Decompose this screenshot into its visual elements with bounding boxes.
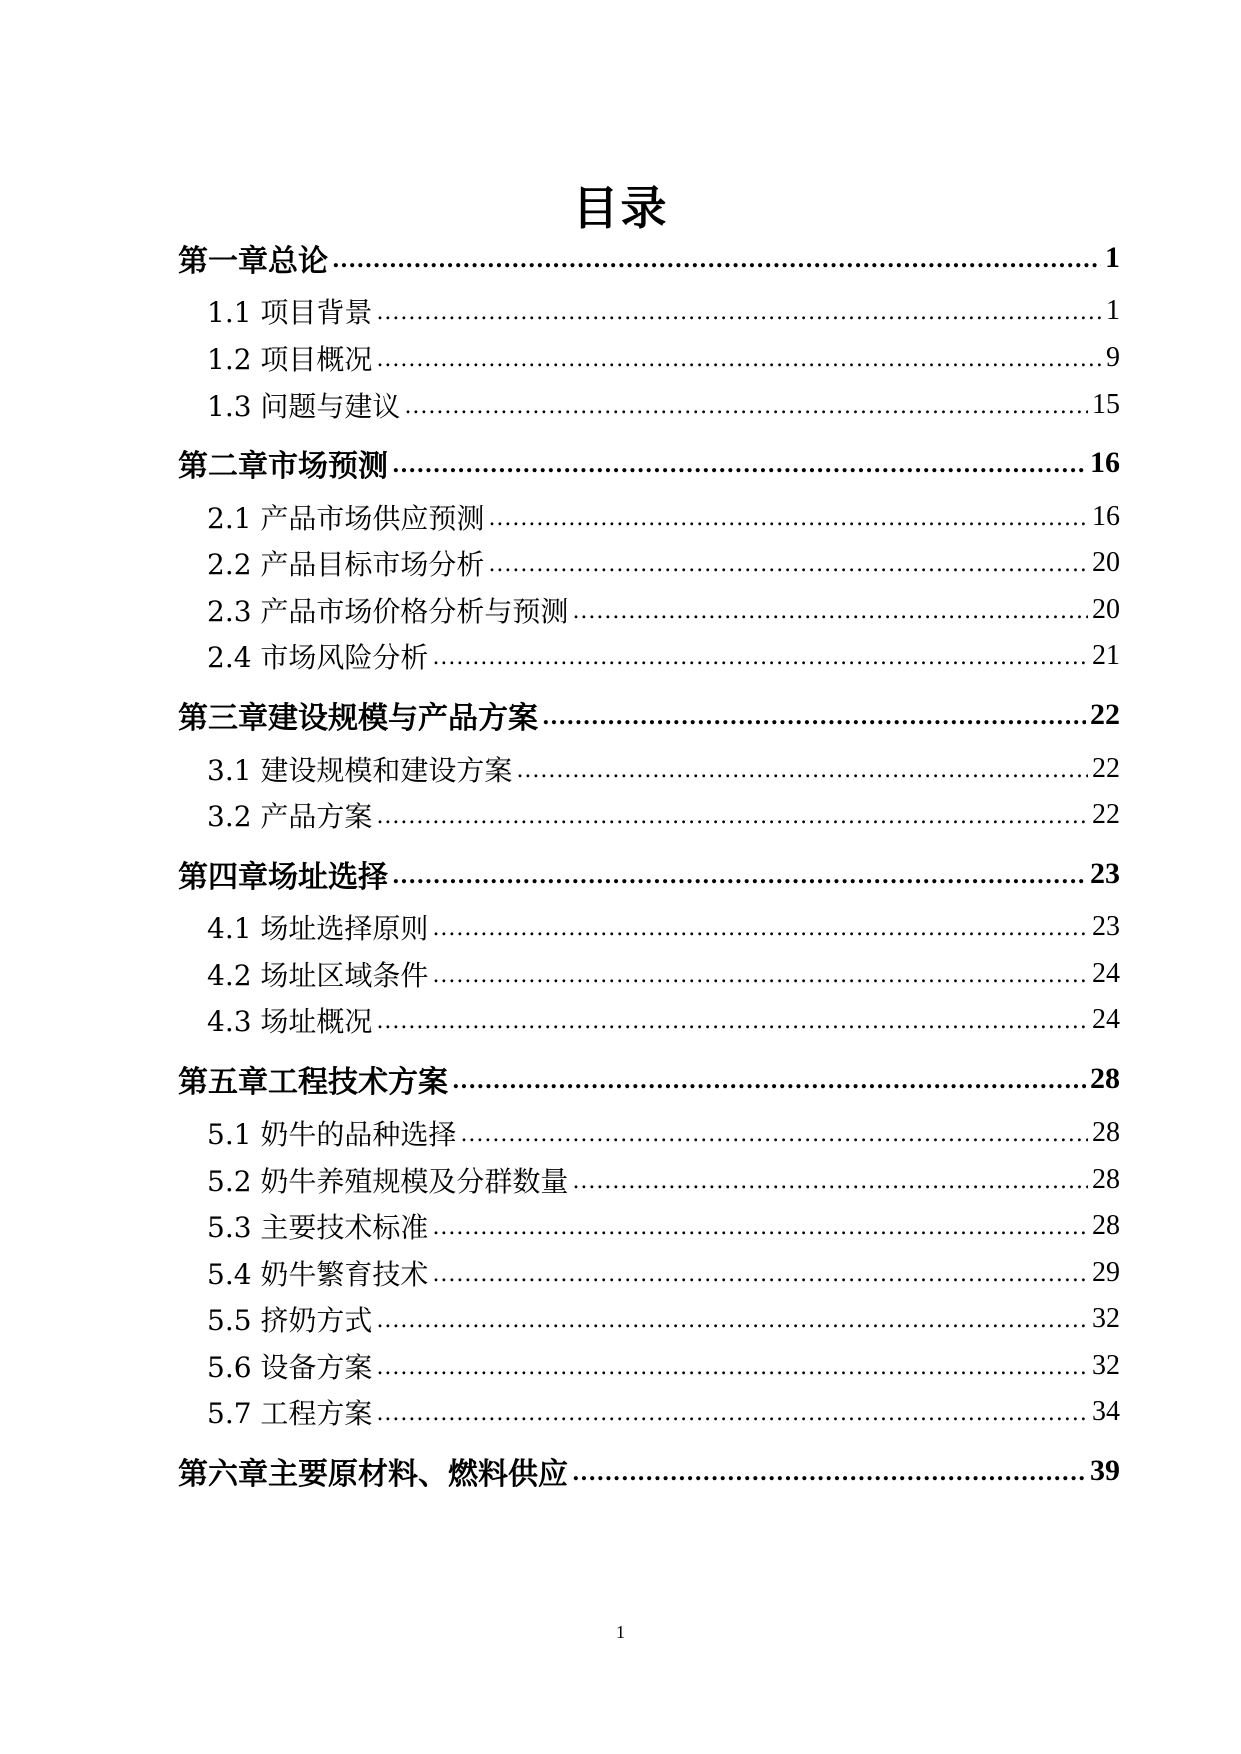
toc-entry-label: 2.2 产品目标市场分析 [207, 548, 485, 581]
toc-chapter-entry[interactable] [178, 1057, 1120, 1101]
toc-entry-label: 4.3 场址概况 [207, 1005, 373, 1038]
toc-entry-label: 5.5 挤奶方式 [207, 1304, 373, 1337]
toc-entry-page-number: 28 [1092, 1210, 1120, 1241]
toc-entry-page-number: 39 [1090, 1454, 1120, 1487]
toc-entry-page-number: 1 [1106, 295, 1120, 326]
toc-entry-label: 3.2 产品方案 [207, 800, 373, 833]
dot-leader [376, 998, 1088, 1042]
toc-section-entry[interactable] [178, 1204, 1120, 1248]
toc-section-entry[interactable] [178, 1251, 1120, 1295]
dot-leader [488, 495, 1088, 539]
toc-entry-label: 第一章总论 [178, 244, 328, 279]
toc-entry-page-number: 32 [1092, 1303, 1120, 1334]
toc-chapter-entry[interactable] [178, 1449, 1120, 1493]
toc-entry-page-number: 24 [1092, 1004, 1120, 1035]
dot-leader [452, 1057, 1086, 1101]
toc-entry-page-number: 28 [1092, 1117, 1120, 1148]
toc-section-entry[interactable] [178, 634, 1120, 678]
toc-section-entry[interactable] [178, 1344, 1120, 1388]
toc-entry-label: 5.7 工程方案 [207, 1397, 373, 1430]
dot-leader [376, 336, 1102, 380]
toc-chapter-entry[interactable] [178, 441, 1120, 485]
toc-section-entry[interactable] [178, 1111, 1120, 1155]
toc-entry-label: 第六章主要原材料、燃料供应 [178, 1457, 568, 1492]
toc-entry-page-number: 34 [1092, 1396, 1120, 1427]
toc-section-entry[interactable] [178, 289, 1120, 333]
toc-section-entry[interactable] [178, 793, 1120, 837]
toc-section-entry[interactable] [178, 1390, 1120, 1434]
toc-entry-page-number: 22 [1092, 799, 1120, 830]
dot-leader [432, 634, 1088, 678]
dot-leader [572, 1158, 1088, 1202]
dot-leader [376, 1390, 1088, 1434]
toc-entry-label: 4.1 场址选择原则 [207, 912, 429, 945]
toc-entry-label: 5.1 奶牛的品种选择 [207, 1118, 457, 1151]
dot-leader [572, 588, 1088, 632]
toc-section-entry[interactable] [178, 1297, 1120, 1341]
table-of-contents [178, 0, 1120, 1754]
toc-entry-page-number: 16 [1090, 446, 1120, 479]
toc-entry-label: 5.6 设备方案 [207, 1351, 373, 1384]
page-title: 目录 [572, 181, 669, 235]
toc-entry-label: 5.2 奶牛养殖规模及分群数量 [207, 1165, 569, 1198]
toc-entry-page-number: 20 [1092, 594, 1120, 625]
toc-entry-label: 5.3 主要技术标准 [207, 1211, 429, 1244]
toc-entry-page-number: 22 [1090, 698, 1120, 731]
toc-entry-page-number: 23 [1090, 857, 1120, 890]
toc-entry-page-number: 28 [1090, 1062, 1120, 1095]
dot-leader [432, 1204, 1088, 1248]
dot-leader [460, 1111, 1088, 1155]
dot-leader [376, 793, 1088, 837]
toc-entry-page-number: 16 [1092, 501, 1120, 532]
dot-leader [376, 1344, 1088, 1388]
dot-leader [488, 541, 1088, 585]
toc-entry-label: 1.1 项目背景 [207, 296, 373, 329]
dot-leader [392, 441, 1086, 485]
toc-section-entry[interactable] [178, 998, 1120, 1042]
toc-entry-page-number: 1 [1105, 241, 1120, 274]
toc-entry-page-number: 22 [1092, 753, 1120, 784]
dot-leader [432, 905, 1088, 949]
toc-section-entry[interactable] [178, 588, 1120, 632]
toc-entry-label: 5.4 奶牛繁育技术 [207, 1258, 429, 1291]
toc-section-entry[interactable] [178, 747, 1120, 791]
dot-leader [392, 852, 1086, 896]
toc-entry-label: 1.3 问题与建议 [207, 390, 401, 423]
toc-entry-page-number: 21 [1092, 640, 1120, 671]
toc-entry-label: 第四章场址选择 [178, 860, 388, 895]
dot-leader [404, 383, 1088, 427]
dot-leader [516, 747, 1088, 791]
toc-entry-page-number: 28 [1092, 1164, 1120, 1195]
toc-entry-page-number: 9 [1106, 342, 1120, 373]
dot-leader [542, 693, 1086, 737]
toc-entry-label: 第三章建设规模与产品方案 [178, 701, 538, 736]
toc-section-entry[interactable] [178, 495, 1120, 539]
toc-entry-page-number: 29 [1092, 1257, 1120, 1288]
toc-section-entry[interactable] [178, 952, 1120, 996]
toc-entry-page-number: 24 [1092, 958, 1120, 989]
toc-section-entry[interactable] [178, 905, 1120, 949]
dot-leader [432, 1251, 1088, 1295]
toc-section-entry[interactable] [178, 1158, 1120, 1202]
toc-entry-page-number: 32 [1092, 1350, 1120, 1381]
dot-leader [376, 1297, 1088, 1341]
toc-entry-label: 2.1 产品市场供应预测 [207, 502, 485, 535]
toc-entry-page-number: 20 [1092, 547, 1120, 578]
toc-entry-label: 2.3 产品市场价格分析与预测 [207, 595, 569, 628]
toc-entry-label: 第二章市场预测 [178, 449, 388, 484]
toc-section-entry[interactable] [178, 336, 1120, 380]
dot-leader [332, 236, 1101, 280]
toc-section-entry[interactable] [178, 541, 1120, 585]
toc-entry-page-number: 15 [1092, 389, 1120, 420]
toc-chapter-entry[interactable] [178, 693, 1120, 737]
dot-leader [432, 952, 1088, 996]
toc-entry-label: 1.2 项目概况 [207, 343, 373, 376]
toc-entry-label: 3.1 建设规模和建设方案 [207, 754, 513, 787]
dot-leader [376, 289, 1102, 333]
toc-entry-page-number: 23 [1092, 911, 1120, 942]
toc-chapter-entry[interactable] [178, 236, 1120, 280]
footer-page-number: 1 [616, 1622, 625, 1642]
toc-entry-label: 第五章工程技术方案 [178, 1065, 448, 1100]
dot-leader [572, 1449, 1086, 1493]
toc-section-entry[interactable] [178, 383, 1120, 427]
toc-chapter-entry[interactable] [178, 852, 1120, 896]
toc-entry-label: 4.2 场址区域条件 [207, 959, 429, 992]
toc-entry-label: 2.4 市场风险分析 [207, 641, 429, 674]
